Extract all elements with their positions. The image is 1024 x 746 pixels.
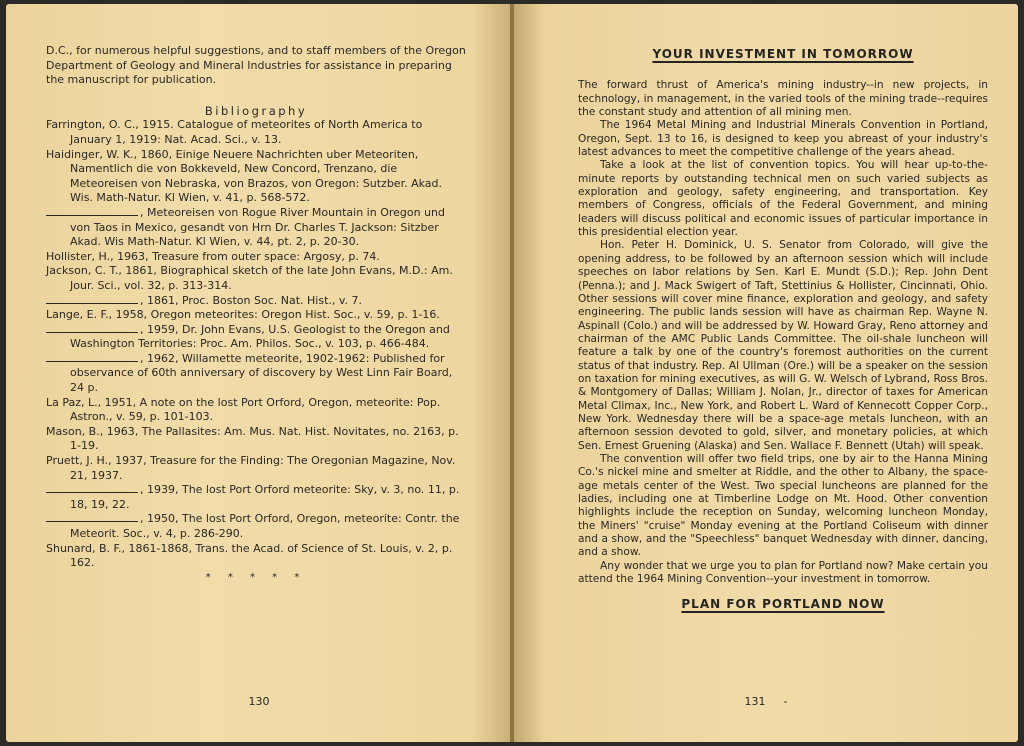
entry-author: Mason, B., 1963, [46, 424, 139, 438]
bibliography-entry [46, 396, 466, 425]
article-paragraph: Any wonder that we urge you to plan for Portland now? Make certain you attend the 1964 Mining Convention--your investment in tomorrow. [578, 559, 988, 586]
entry-text: A note on the lost Port Orford, Oregon, meteorite: Pop. Astron., v. 59, p. 101-103. [70, 395, 441, 424]
right-page [514, 4, 1018, 742]
bibliography-entry [46, 323, 466, 352]
entry-text: , 1861, Proc. Boston Soc. Nat. Hist., v. 7. [140, 293, 363, 307]
bibliography-entry [46, 483, 466, 512]
ditto-line [46, 512, 138, 522]
bibliography-entry [46, 250, 466, 265]
right-page-content [578, 48, 988, 630]
entry-author: La Paz, L., 1951, [46, 395, 137, 409]
bibliography-entry [46, 425, 466, 454]
closing-slogan: PLAN FOR PORTLAND NOW [681, 597, 885, 612]
bibliography-list [46, 118, 466, 570]
entry-author: Farrington, O. C., 1915. [46, 118, 174, 132]
bibliography-entry [46, 264, 466, 293]
entry-text: Oregon meteorites: Oregon Hist. Soc., v. 59, p. 1-16. [150, 308, 440, 322]
article-paragraph: Hon. Peter H. Dominick, U. S. Senator from Colorado, will give the opening address, to be followed by an afternoon session which will include speeches on labor relations by Sen. Karl E. Mundt (S.D.); Rep. John Dent (Penna.); and J. Mack Swigert of Taft, Stettinius & Hollister, Cincinnati, Ohio. Other sessions will cover mine finance, exploration and geology, and safety engineering. The public lands session will have as chairman Rep. Wayne N. Aspinall (Colo.) and will be addressed by W. Howard Gray, Reno attorney and chairman of the AMC Public Lands Committee. The oil-shale luncheon will feature a talk by one of the country's foremost authorities on the current status of that industry. Rep. Al Ullman (Ore.) will be a speaker on the session on taxation for mining executives, as will G. W. Welsch of Lybrand, Ross Bros. & Montgomery of Dallas; William J. Nolan, Jr., director of taxes for American Metal Climax, Inc., New York, and Robert L. Ward of Kennecott Copper Corp., New York. Wednesday there will be a space-age metals luncheon, with an afternoon session devoted to gold, silver, and monetary policies, at which Sen. Ernest Gruening (Alaska) and Sen. Wallace F. Bennett (Utah) will speak. [578, 239, 988, 452]
entry-text: Trans. the Acad. of Science of St. Louis, v. 2, p. 162. [70, 541, 453, 570]
bibliography-entry [46, 148, 466, 206]
left-page [6, 4, 512, 742]
entry-author: Shunard, B. F., 1861-1868, [46, 541, 192, 555]
intro-paragraph: D.C., for numerous helpful suggestions, and to staff members of the Oregon Department of Geology and Mineral Industries for assistance in preparing the manuscript for publication. [46, 44, 466, 87]
article-paragraph: The convention will offer two field trips, one by air to the Hanna Mining Co.'s nickel mine and smelter at Riddle, and the other to Albany, the space-age metals center of the West. Two special luncheons are planned for the ladies, including one at Timberline Lodge on Mt. Hood. Other convention highlights include the reception on Sunday, welcoming luncheon Monday, the Miners' "cruise" Monday evening at the Portland Coliseum with dinner and a show, and the "Speechless" banquet Wednesday with dinner, dancing, and a show. [578, 452, 988, 559]
entry-author: Pruett, J. H., 1937, [46, 454, 147, 468]
article-body [578, 79, 988, 586]
entry-author: Jackson, C. T., 1861, [46, 264, 157, 278]
bibliography-entry [46, 294, 466, 309]
entry-text: Treasure for the Finding: The Oregonian Magazine, Nov. 21, 1937. [70, 454, 456, 482]
ditto-line [46, 323, 138, 333]
bibliography-entry [46, 118, 466, 147]
ditto-line [46, 206, 138, 216]
page-number-right [514, 695, 1018, 708]
bibliography-entry [46, 512, 466, 541]
page-number-mark: - [783, 695, 788, 708]
entry-text: , 1962, Willamette meteorite, 1902-1962: Published for observance of 60th anniversary of discovery by West Linn Fair Board, 24 p. [70, 351, 453, 395]
bibliography-entry [46, 206, 466, 250]
entry-text: Treasure from outer space: Argosy, p. 74. [152, 249, 380, 263]
ditto-line [46, 352, 138, 362]
entry-text: Biographical sketch of the late John Evans, M.D.: Am. Jour. Sci., vol. 32, p. 313-314. [70, 264, 453, 292]
ditto-line [46, 294, 138, 304]
end-mark: * * * * * [205, 571, 307, 583]
entry-text: , 1959, Dr. John Evans, U.S. Geologist to the Oregon and Washington Territories: Proc. Am. Philos. Soc., v. 103, p. 466-484. [70, 322, 450, 351]
article-paragraph: The forward thrust of America's mining industry--in new projects, in technology, in management, in the varied tools of the mining trade--requires the constant study and attention of all mining men. [578, 79, 988, 119]
bibliography-heading: Bibliography [204, 103, 308, 118]
bibliography-entry [46, 454, 466, 483]
article-paragraph: The 1964 Metal Mining and Industrial Minerals Convention in Portland, Oregon, Sept. 13 to 16, is designed to keep you abreast of your industry's latest advances to meet the competitive challenge of the years ahead. [578, 119, 988, 159]
entry-author: Lange, E. F., 1958, [46, 308, 148, 322]
entry-text: , 1950, The lost Port Orford, Oregon, meteorite: Contr. the Meteorit. Soc., v. 4, p. 286-290. [70, 512, 460, 540]
entry-text: Einige Neuere Nachrichten uber Meteoriten, Namentlich die von Bokkeveld, New Concord, Trenzano, die Meteoreisen von Nebraska, von Brazos, von Oregon: Sutzber. Akad. Wis. Math-Natur. Kl Wien, v. 41, p. 568-572. [70, 147, 442, 205]
entry-text: , 1939, The lost Port Orford meteorite: Sky, v. 3, no. 11, p. 18, 19, 22. [70, 483, 460, 511]
left-page-content [46, 44, 466, 585]
bibliography-entry [46, 308, 466, 323]
page-number-right-value: 131 [744, 695, 766, 708]
bibliography-entry [46, 352, 466, 396]
entry-text: , Meteoreisen von Rogue River Mountain in Oregon und von Taos in Mexico, gesandt von Hrn Dr. Charles T. Jackson: Sitzber Akad. Wis Math-Natur. Kl Wien, v. 44, pt. 2, p. 20-30. [70, 205, 446, 249]
entry-author: Haidinger, W. K., 1860, [46, 147, 173, 161]
bibliography-entry [46, 542, 466, 571]
article-title: YOUR INVESTMENT IN TOMORROW [652, 47, 914, 61]
page-number-left: 130 [248, 695, 270, 708]
article-paragraph: Take a look at the list of convention topics. You will hear up-to-the-minute reports by outstanding technical men on such varied subjects as exploration and geology, safety engineering, and transportation. Key members of Congress, officials of the Federal Government, and mining leaders will discuss political and economic issues of particular importance in this presidential election year. [578, 159, 988, 239]
ditto-line [46, 483, 138, 493]
entry-author: Hollister, H., 1963, [46, 249, 149, 263]
entry-text: Catalogue of meteorites of North America to January 1, 1919: Nat. Acad. Sci., v. 13. [70, 118, 423, 146]
entry-text: The Pallasites: Am. Mus. Nat. Hist. Novitates, no. 2163, p. 1-19. [70, 424, 459, 453]
